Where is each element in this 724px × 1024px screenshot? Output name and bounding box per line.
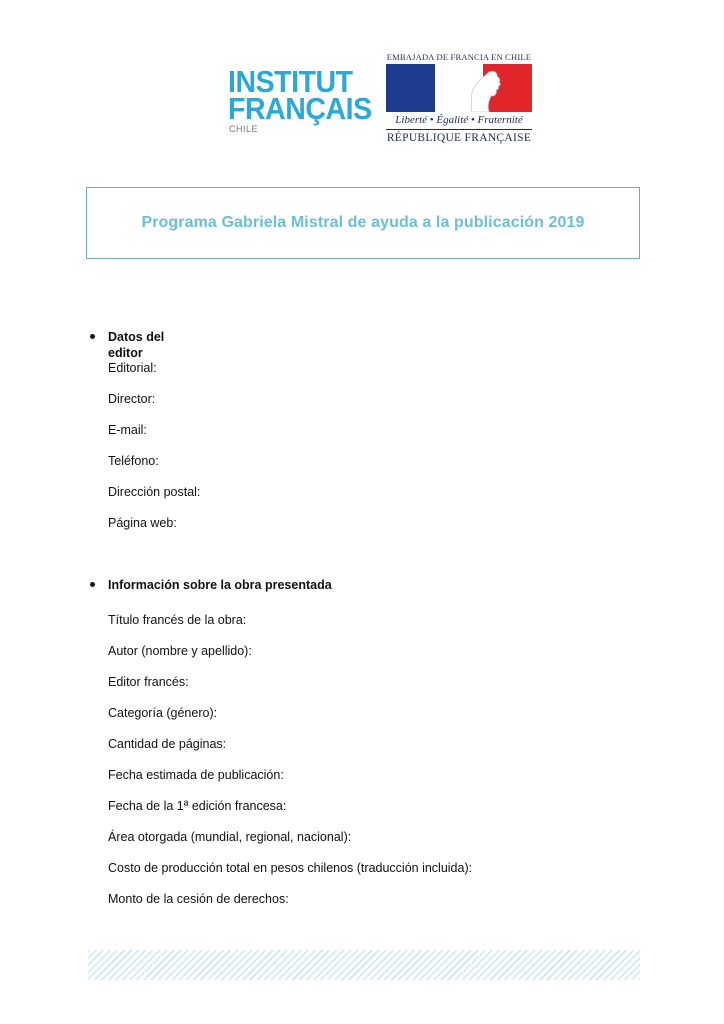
field-costo-produccion: Costo de producción total en pesos chilenos (traducción incluida): xyxy=(108,861,473,875)
footer-hatch-decoration xyxy=(88,950,640,980)
field-email: E-mail: xyxy=(108,423,147,437)
marianne-flag-icon xyxy=(386,64,532,112)
field-director: Director: xyxy=(108,392,156,406)
logo-divider xyxy=(386,129,532,130)
institut-logo-country: CHILE xyxy=(229,124,259,134)
embassy-logo xyxy=(384,52,534,148)
page-title: Programa Gabriela Mistral de ayuda a la publicación 2019 xyxy=(141,214,585,231)
republic-name: RÉPUBLIQUE FRANÇAISE xyxy=(386,132,532,144)
republic-motto: Liberté • Égalité • Fraternité xyxy=(395,114,523,126)
field-fecha-publicacion: Fecha estimada de publicación: xyxy=(108,768,284,782)
institut-logo-line1: INSTITUT xyxy=(228,64,353,99)
field-telefono: Teléfono: xyxy=(108,454,159,468)
section-heading: Datos del editor xyxy=(108,330,165,360)
embassy-name: EMBAJADA DE FRANCIA EN CHILE xyxy=(386,52,532,62)
field-cantidad-paginas: Cantidad de páginas: xyxy=(108,737,227,751)
field-categoria: Categoría (género): xyxy=(108,706,218,720)
field-autor: Autor (nombre y apellido): xyxy=(108,644,252,658)
institut-francais-logo xyxy=(228,64,372,138)
field-direccion-postal: Dirección postal: xyxy=(108,485,201,499)
field-area-otorgada: Área otorgada (mundial, regional, nacional): xyxy=(108,830,352,844)
field-list xyxy=(88,612,472,922)
section-publisher-data xyxy=(88,329,200,546)
field-pagina-web: Página web: xyxy=(108,516,177,530)
section-heading: Información sobre la obra presentada xyxy=(108,578,332,592)
field-list xyxy=(88,360,200,546)
title-box xyxy=(86,187,640,259)
section-heading-row xyxy=(88,329,200,360)
field-titulo-frances: Título francés de la obra: xyxy=(108,613,247,627)
institut-logo-line2: FRANÇAIS xyxy=(228,91,372,126)
bullet-icon xyxy=(90,582,95,587)
section-heading-row xyxy=(88,577,472,595)
section-work-info xyxy=(88,577,472,922)
field-editor-frances: Editor francés: xyxy=(108,675,189,689)
field-fecha-edicion-francesa: Fecha de la 1ª edición francesa: xyxy=(108,799,287,813)
bullet-icon xyxy=(90,334,95,339)
field-monto-cesion: Monto de la cesión de derechos: xyxy=(108,892,289,906)
marianne-profile-icon xyxy=(465,64,515,112)
field-editorial: Editorial: xyxy=(108,361,157,375)
